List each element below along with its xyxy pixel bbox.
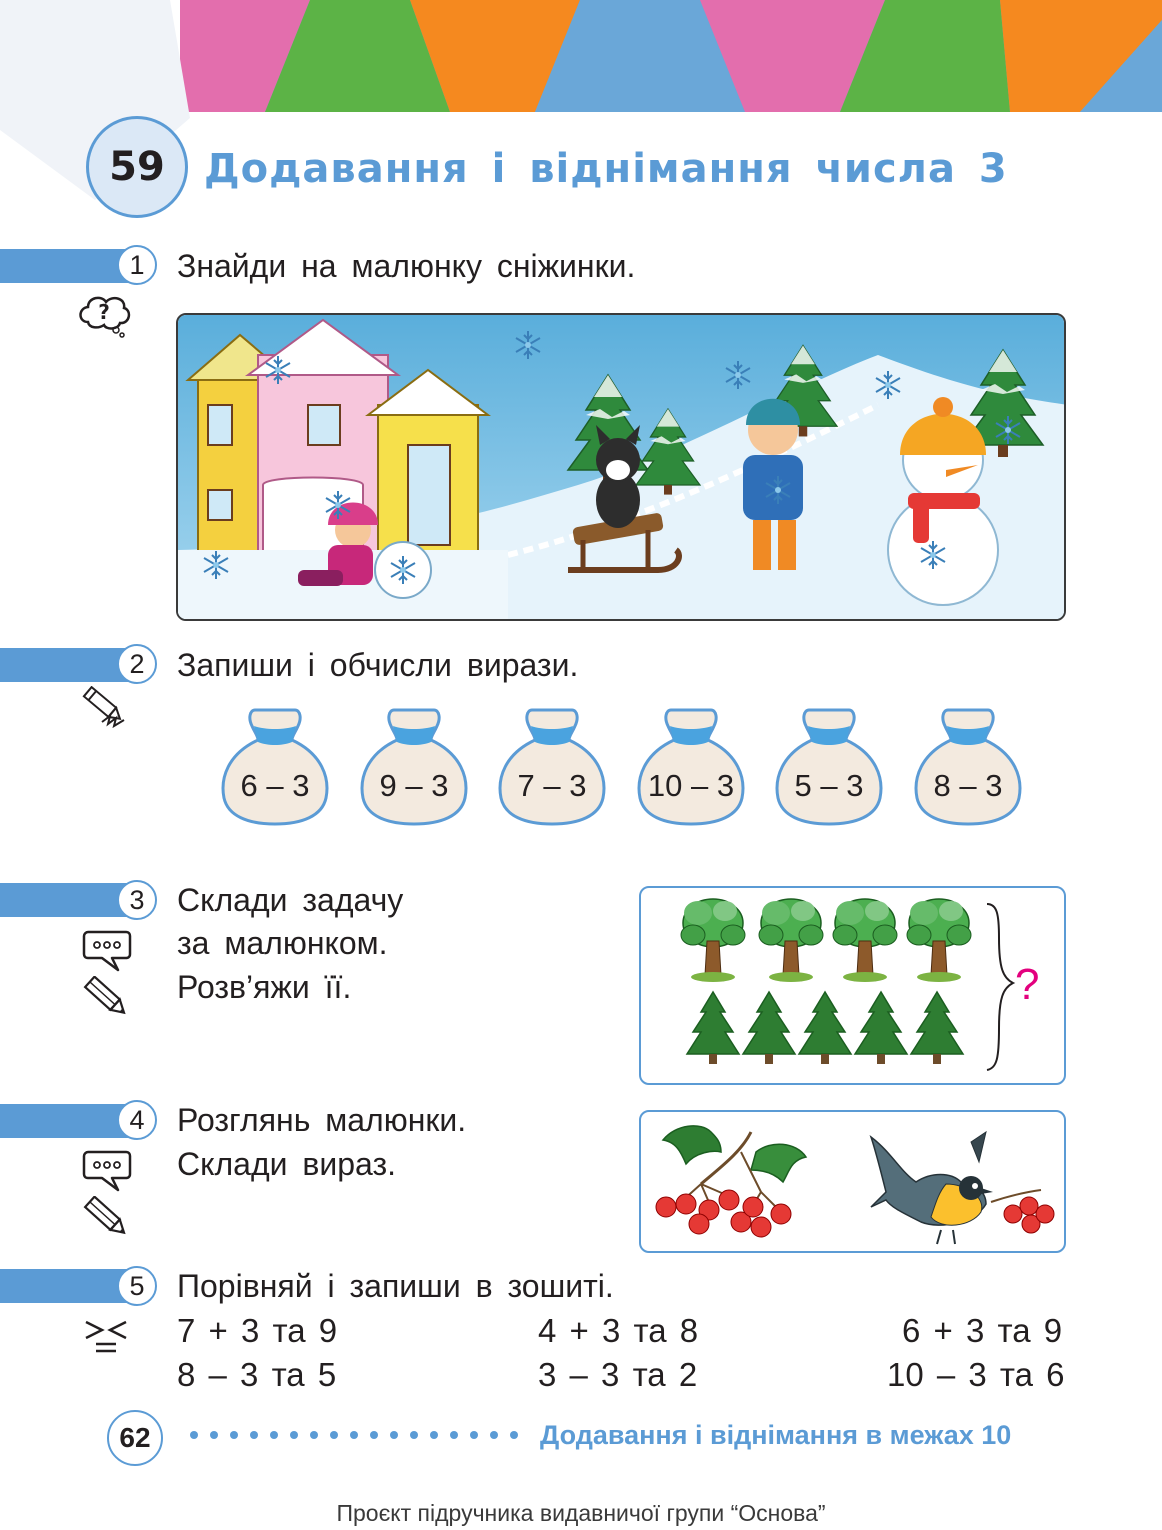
task-3-line-3: Розв’яжи її. — [177, 969, 352, 1005]
berries-and-bird-panel — [639, 1110, 1066, 1253]
project-note: Проєкт підручника видавничої групи “Основа” — [336, 1500, 826, 1526]
expression-bag-text: 8 – 3 — [933, 768, 1003, 803]
page-number: 62 — [107, 1410, 163, 1466]
task-5-text: Порівняй і запиши в зошиті. — [177, 1268, 614, 1304]
expression-bag-text: 9 – 3 — [379, 768, 449, 803]
task-2-text: Запиши і обчисли вирази. — [177, 647, 579, 683]
comparison-item: 8 – 3 та 5 — [177, 1356, 337, 1393]
task-4-line-1: Розглянь малюнки. — [177, 1102, 467, 1138]
expression-bag — [911, 706, 1025, 826]
speech-bubble-icon — [82, 926, 132, 972]
comparison-item: 7 + 3 та 9 — [177, 1312, 338, 1349]
task-2-number: 2 — [117, 644, 157, 684]
comparison-item: 4 + 3 та 8 — [538, 1312, 699, 1349]
question-mark: ? — [1015, 960, 1040, 1009]
compare-signs-icon — [82, 1316, 130, 1356]
expression-bag-text: 5 – 3 — [794, 768, 864, 803]
section-title: Додавання і віднімання в межах 10 — [540, 1420, 1012, 1450]
task-1-text: Знайди на малюнку сніжинки. — [177, 248, 636, 284]
expression-bag — [218, 706, 332, 826]
task-4-line-2: Склади вираз. — [177, 1146, 397, 1182]
task-3-line-1: Склади задачу — [177, 882, 404, 918]
corner-decoration — [0, 0, 200, 250]
expression-bag — [634, 706, 748, 826]
lesson-title: Додавання і віднімання числа 3 — [204, 146, 1008, 192]
expression-bag-text: 7 – 3 — [517, 768, 587, 803]
trees-picture-panel — [639, 886, 1066, 1085]
pencil-icon — [82, 1196, 132, 1244]
pencil-icon — [82, 976, 132, 1024]
expression-bag-text: 10 – 3 — [647, 768, 735, 803]
comparison-item: 3 – 3 та 2 — [538, 1356, 698, 1393]
lesson-number: 59 — [86, 116, 188, 218]
dotted-separator — [188, 1428, 528, 1442]
expression-bag — [772, 706, 886, 826]
comparison-item: 10 – 3 та 6 — [887, 1356, 1065, 1393]
comparison-item: 6 + 3 та 9 — [902, 1312, 1063, 1349]
task-1-number: 1 — [117, 245, 157, 285]
svg-text:?: ? — [98, 300, 110, 324]
task-3-line-2: за малюнком. — [177, 925, 388, 961]
expression-bag-text: 6 – 3 — [240, 768, 310, 803]
speech-bubble-icon — [82, 1146, 132, 1192]
task-3-number: 3 — [117, 880, 157, 920]
expression-bag — [495, 706, 609, 826]
pencil-scribble-icon — [80, 686, 132, 732]
thinking-cloud-icon — [76, 292, 132, 338]
winter-scene-illustration — [176, 313, 1066, 621]
expression-bag — [357, 706, 471, 826]
task-5-number: 5 — [117, 1266, 157, 1306]
task-4-number: 4 — [117, 1100, 157, 1140]
